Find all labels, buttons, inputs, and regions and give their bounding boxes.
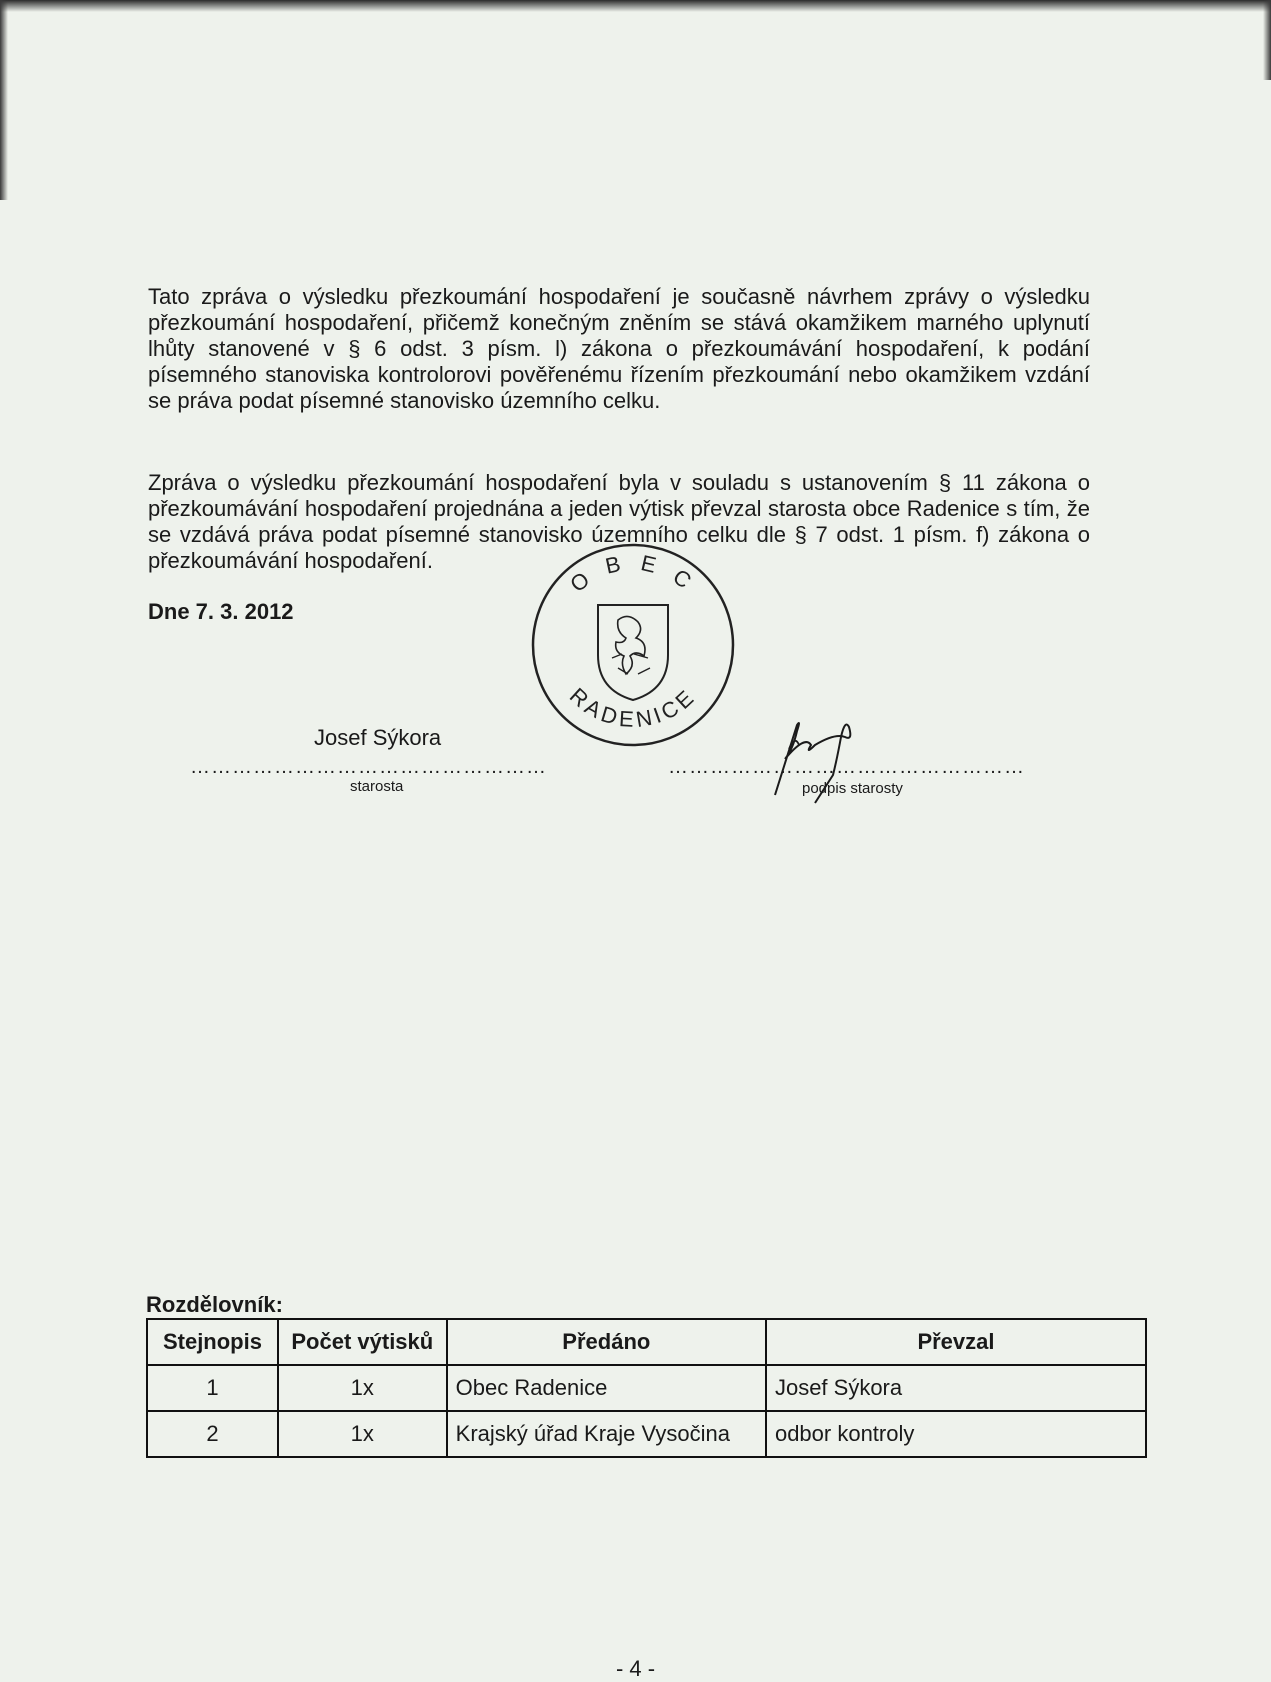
header-prevzal: Převzal <box>766 1319 1146 1365</box>
stamp-bottom-text: RADENICE <box>564 682 702 733</box>
header-pocet-vytisku: Počet výtisků <box>278 1319 447 1365</box>
signature-line-right: …………………………………………… <box>668 756 1025 778</box>
cell-prevzal: odbor kontroly <box>766 1411 1146 1457</box>
distribution-table <box>146 1318 1147 1458</box>
header-stejnopis: Stejnopis <box>147 1319 278 1365</box>
caption-podpis-starosty: podpis starosty <box>802 780 903 797</box>
scan-edge-left <box>0 0 8 200</box>
cell-predano: Obec Radenice <box>447 1365 766 1411</box>
cell-predano: Krajský úřad Kraje Vysočina <box>447 1411 766 1457</box>
table-row <box>147 1411 1146 1457</box>
stamp-top-text: O B E C <box>565 549 701 598</box>
cell-stejnopis: 2 <box>147 1411 278 1457</box>
header-predano: Předáno <box>447 1319 766 1365</box>
page-number: - 4 - <box>615 1656 656 1681</box>
cell-prevzal: Josef Sýkora <box>766 1365 1146 1411</box>
document-date: Dne 7. 3. 2012 <box>148 599 294 624</box>
cell-pocet: 1x <box>278 1411 447 1457</box>
caption-starosta: starosta <box>350 778 404 795</box>
paragraph-report-notice: Tato zpráva o výsledku přezkoumání hospodaření je současně návrhem zprávy o výsledku přezkoumání hospodaření, přičemž konečným zněním se stává okamžikem marného uplynutí lhůty stanovené v § 6 odst. 3 písm. l) zákona o přezkoumávání hospodaření, k podání písemného stanoviska kontrolorovi pověřenému řízením přezkoumání nebo okamžikem vzdání se práva podat písemné stanovisko územního celku. <box>148 284 1090 413</box>
scan-edge-right <box>1263 0 1271 80</box>
municipal-stamp <box>528 540 738 750</box>
handwritten-signature <box>745 715 895 805</box>
coat-of-arms-icon <box>598 605 668 700</box>
signature-line-left: …………………………………………… <box>190 756 547 778</box>
distribution-title: Rozdělovník: <box>146 1292 283 1317</box>
table-row <box>147 1365 1146 1411</box>
table-header-row <box>147 1319 1146 1365</box>
cell-pocet: 1x <box>278 1365 447 1411</box>
paragraph-report-handover: Zpráva o výsledku přezkoumání hospodaření byla v souladu s ustanovením § 11 zákona o přezkoumávání hospodaření projednána a jeden výtisk převzal starosta obce Radenice s tím, že se vzdává práva podat písemné stanovisko územního celku dle § 7 odst. 1 písm. f) zákona o přezkoumávání hospodaření. <box>148 470 1090 573</box>
cell-stejnopis: 1 <box>147 1365 278 1411</box>
scan-edge-top <box>0 0 1271 12</box>
mayor-name: Josef Sýkora <box>314 725 442 750</box>
svg-text:RADENICE <box>565 683 701 732</box>
